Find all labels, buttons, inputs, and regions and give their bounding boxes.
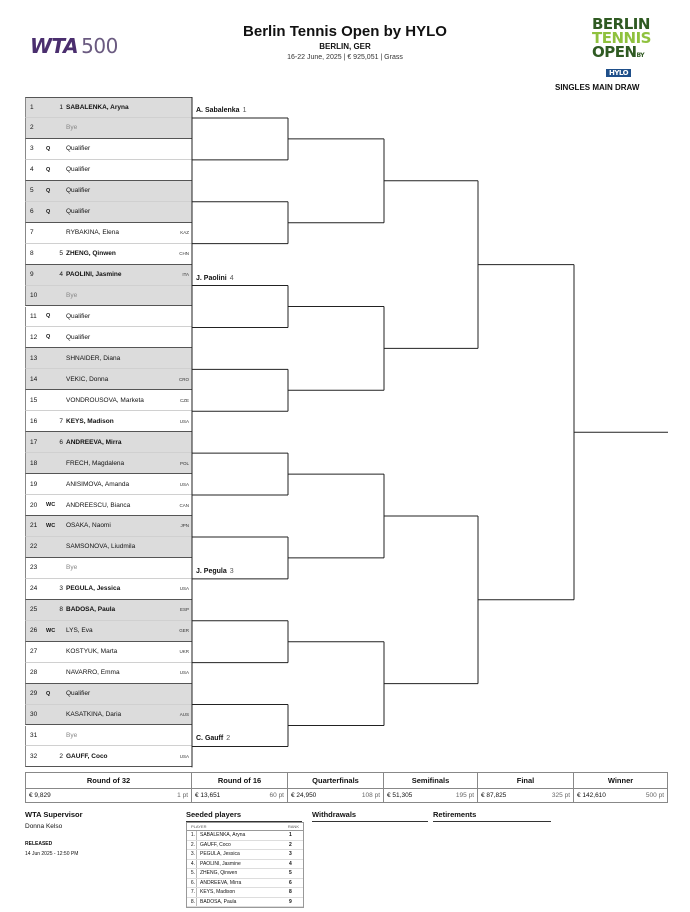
seed-player: ANDREEVA, Mirra bbox=[200, 879, 242, 886]
draw-entry: WC bbox=[46, 502, 56, 509]
seed-rank: 8 bbox=[289, 889, 292, 895]
draw-num: 8 bbox=[30, 250, 34, 258]
round-col-4 bbox=[478, 773, 574, 803]
seed-player: GAUFF, Coco bbox=[200, 841, 231, 848]
draw-nationality: USA bbox=[179, 418, 189, 424]
draw-num: 12 bbox=[30, 333, 38, 341]
draw-seed: 7 bbox=[59, 417, 63, 425]
draw-num: 19 bbox=[30, 480, 38, 488]
draw-nationality: CRO bbox=[179, 376, 189, 382]
draw-num: 9 bbox=[30, 271, 34, 279]
seed-index: 8. bbox=[187, 898, 197, 907]
draw-num: 15 bbox=[30, 396, 38, 404]
seed-table-row bbox=[187, 860, 303, 870]
logo-line-2: TENNIS bbox=[592, 29, 651, 47]
r16-winner-name: J. Pegula bbox=[196, 567, 227, 575]
seed-table-row bbox=[187, 898, 303, 908]
draw-num: 18 bbox=[30, 459, 38, 467]
round-prize: € 13,651 bbox=[195, 792, 221, 799]
draw-num: 20 bbox=[30, 501, 38, 509]
draw-entry: Q bbox=[46, 187, 51, 194]
draw-seed: 2 bbox=[59, 752, 63, 760]
draw-entry: Q bbox=[46, 208, 51, 215]
seed-table-row bbox=[187, 850, 303, 860]
draw-num: 3 bbox=[30, 145, 34, 153]
draw-num: 26 bbox=[30, 627, 38, 635]
seed-table-player-col: PLAYER bbox=[191, 824, 207, 829]
draw-num: 27 bbox=[30, 648, 38, 656]
draw-player-name: Bye bbox=[66, 564, 78, 572]
retirements-heading: Retirements bbox=[433, 810, 551, 822]
r16-winner-0 bbox=[196, 107, 246, 114]
round-points: 195 pt bbox=[455, 792, 474, 799]
draw-player-name: NAVARRO, Emma bbox=[66, 669, 120, 677]
round-points: 500 pt bbox=[645, 792, 664, 799]
draw-num: 17 bbox=[30, 438, 38, 446]
seed-table-row bbox=[187, 888, 303, 898]
seed-table-row bbox=[187, 869, 303, 879]
draw-player-name: Qualifier bbox=[66, 333, 91, 341]
draw-nationality: UKR bbox=[179, 649, 189, 655]
draw-player-name: ANDREESCU, Bianca bbox=[66, 501, 131, 509]
draw-entry: Q bbox=[46, 690, 51, 697]
round-col-1 bbox=[192, 773, 288, 803]
round-prize-row bbox=[26, 789, 191, 803]
draw-seed: 1 bbox=[59, 103, 63, 111]
round-prize-row bbox=[574, 789, 667, 803]
draw-entry: WC bbox=[46, 522, 56, 529]
draw-nationality: ITA bbox=[182, 272, 189, 278]
draw-player-name: VEKIC, Donna bbox=[66, 375, 109, 383]
r16-winner-seed: 4 bbox=[229, 274, 234, 282]
draw-player-name: OSAKA, Naomi bbox=[66, 522, 111, 530]
draw-player-name: SHNAIDER, Diana bbox=[66, 354, 121, 362]
draw-player-name: ZHENG, Qinwen bbox=[66, 250, 116, 258]
logo-line-1: BERLIN bbox=[592, 15, 650, 33]
draw-player-name: KASATKINA, Daria bbox=[66, 711, 122, 719]
round-prize-row bbox=[288, 789, 383, 803]
r16-winner-11 bbox=[196, 568, 234, 575]
draw-num: 25 bbox=[30, 606, 38, 614]
draw-entry: Q bbox=[46, 145, 51, 152]
draw-player-name: Qualifier bbox=[66, 312, 91, 320]
seed-table-rank-col: RANK bbox=[287, 824, 299, 829]
draw-player-name: ANDREEVA, Mirra bbox=[66, 438, 122, 446]
draw-player-name: SAMSONOVA, Liudmila bbox=[66, 543, 136, 551]
draw-player-name: Qualifier bbox=[66, 208, 91, 216]
draw-nationality: USA bbox=[179, 586, 189, 592]
draw-num: 1 bbox=[30, 103, 34, 111]
r16-winner-15 bbox=[196, 735, 230, 742]
seed-rank: 5 bbox=[289, 870, 292, 876]
draw-num: 21 bbox=[30, 522, 38, 530]
released-label: RELEASED bbox=[25, 841, 53, 847]
draw-player-name: KOSTYUK, Marta bbox=[66, 648, 118, 656]
withdrawals-heading: Withdrawals bbox=[312, 810, 428, 822]
draw-num: 4 bbox=[30, 166, 34, 174]
seed-index: 5. bbox=[187, 869, 197, 878]
draw-player-name: Bye bbox=[66, 292, 78, 300]
draw-player-name: SABALENKA, Aryna bbox=[66, 103, 129, 111]
draw-player-name: Bye bbox=[66, 731, 78, 739]
draw-nationality: USA bbox=[179, 753, 189, 759]
round-points: 108 pt bbox=[361, 792, 380, 799]
wta-tier-text: 500 bbox=[81, 34, 118, 58]
draw-player-name: Qualifier bbox=[66, 145, 91, 153]
draw-num: 28 bbox=[30, 669, 38, 677]
logo-hylo-badge: HYLO bbox=[606, 69, 631, 77]
seed-player: KEYS, Madison bbox=[200, 889, 236, 895]
draw-entry: Q bbox=[46, 313, 51, 320]
draw-player-name: FRECH, Magdalena bbox=[66, 459, 125, 467]
tournament-info: 16-22 June, 2025 | € 925,051 | Grass bbox=[287, 54, 403, 61]
seed-player: SABALENKA, Aryna bbox=[200, 832, 246, 838]
seed-player: PEGULA, Jessica bbox=[200, 851, 240, 857]
released-date: 14 Jun 2025 - 12:50 PM bbox=[25, 851, 79, 857]
draw-player-name: RYBAKINA, Elena bbox=[66, 229, 119, 237]
draw-player-name: Qualifier bbox=[66, 166, 91, 174]
draw-entry: Q bbox=[46, 334, 51, 341]
draw-num: 23 bbox=[30, 564, 38, 572]
draw-num: 10 bbox=[30, 292, 38, 300]
draw-nationality: CHN bbox=[179, 251, 189, 257]
draw-num: 7 bbox=[30, 229, 34, 237]
seed-rank: 6 bbox=[289, 879, 292, 886]
draw-player-name: PEGULA, Jessica bbox=[66, 585, 121, 593]
round-prize: € 9,829 bbox=[29, 792, 51, 799]
tournament-location: BERLIN, GER bbox=[319, 42, 371, 51]
round-points: 60 pt bbox=[269, 792, 284, 799]
seed-table bbox=[186, 822, 304, 908]
section-title: SINGLES MAIN DRAW bbox=[555, 83, 640, 92]
draw-player-name: BADOSA, Paula bbox=[66, 606, 116, 614]
round-prize-row bbox=[384, 789, 477, 803]
r16-winner-name: C. Gauff bbox=[196, 735, 224, 743]
seed-player: PAOLINI, Jasmine bbox=[200, 860, 241, 867]
seed-table-header bbox=[187, 823, 303, 831]
round-col-3 bbox=[384, 773, 478, 803]
draw-num: 29 bbox=[30, 690, 38, 698]
draw-nationality: GER bbox=[179, 628, 189, 634]
draw-num: 24 bbox=[30, 585, 38, 593]
round-name: Winner bbox=[574, 773, 667, 789]
wta-logo-text: WTA bbox=[30, 34, 79, 58]
seed-index: 2. bbox=[187, 841, 197, 850]
logo-by: BY bbox=[636, 52, 645, 59]
round-name: Final bbox=[478, 773, 573, 789]
round-prize-row bbox=[192, 789, 287, 803]
seed-table-row bbox=[187, 831, 303, 841]
round-prize-table bbox=[25, 772, 668, 803]
draw-num: 16 bbox=[30, 417, 38, 425]
seed-index: 7. bbox=[187, 888, 197, 897]
round-prize: € 142,610 bbox=[577, 792, 606, 799]
draw-num: 14 bbox=[30, 375, 38, 383]
r16-winner-seed: 2 bbox=[226, 735, 231, 743]
supervisor-name: Donna Kelso bbox=[25, 823, 63, 830]
draw-num: 22 bbox=[30, 543, 38, 551]
seed-rank: 1 bbox=[289, 832, 292, 838]
seed-index: 1. bbox=[187, 831, 197, 840]
draw-seed: 3 bbox=[59, 585, 63, 593]
draw-num: 32 bbox=[30, 752, 38, 760]
draw-player-name: GAUFF, Coco bbox=[66, 752, 108, 760]
round-prize: € 24,950 bbox=[291, 792, 317, 799]
round-col-5 bbox=[574, 773, 668, 803]
round-name: Round of 16 bbox=[192, 773, 287, 789]
round-points: 1 pt bbox=[177, 792, 188, 799]
draw-player-name: VONDROUSOVA, Marketa bbox=[66, 396, 144, 404]
draw-nationality: ESP bbox=[179, 607, 189, 613]
draw-player-name: Qualifier bbox=[66, 690, 91, 698]
draw-num: 5 bbox=[30, 187, 34, 195]
seed-rank: 3 bbox=[289, 851, 292, 857]
seed-rank: 4 bbox=[289, 860, 292, 867]
draw-num: 13 bbox=[30, 354, 38, 362]
round-col-0 bbox=[25, 773, 192, 803]
r16-winner-name: A. Sabalenka bbox=[196, 106, 240, 114]
draw-entry: Q bbox=[46, 166, 51, 173]
seed-index: 3. bbox=[187, 850, 197, 859]
round-name: Quarterfinals bbox=[288, 773, 383, 789]
seed-index: 4. bbox=[187, 860, 197, 869]
draw-nationality: AUS bbox=[179, 712, 189, 718]
draw-player-name: Qualifier bbox=[66, 187, 91, 195]
draw-player-name: PAOLINI, Jasmine bbox=[66, 271, 122, 279]
draw-player-name: KEYS, Madison bbox=[66, 417, 114, 425]
round-name: Semifinals bbox=[384, 773, 477, 789]
r16-winner-name: J. Paolini bbox=[196, 274, 227, 282]
draw-seed: 5 bbox=[59, 250, 63, 258]
draw-nationality: KAZ bbox=[180, 230, 189, 236]
draw-num: 11 bbox=[30, 312, 37, 320]
supervisor-label: WTA Supervisor bbox=[25, 810, 83, 819]
seed-player: BADOSA, Paula bbox=[200, 898, 237, 905]
draw-num: 6 bbox=[30, 208, 34, 216]
r16-winner-seed: 1 bbox=[242, 106, 247, 114]
draw-nationality: JPN bbox=[180, 523, 189, 529]
round-points: 325 pt bbox=[551, 792, 570, 799]
draw-num: 2 bbox=[30, 124, 34, 132]
round-name: Round of 32 bbox=[26, 773, 191, 789]
draw-seed: 4 bbox=[59, 271, 63, 279]
draw-nationality: CZE bbox=[180, 397, 189, 403]
seed-player: ZHENG, Qinwen bbox=[200, 870, 238, 876]
draw-player-name: LYS, Eva bbox=[66, 627, 93, 635]
seeded-players-heading: Seeded players bbox=[186, 810, 302, 822]
tournament-title: Berlin Tennis Open by HYLO bbox=[243, 23, 447, 40]
draw-entry: WC bbox=[46, 627, 56, 634]
round-prize: € 51,305 bbox=[387, 792, 413, 799]
draw-seed: 8 bbox=[59, 606, 63, 614]
r16-winner-4 bbox=[196, 275, 234, 282]
seed-table-row bbox=[187, 879, 303, 889]
draw-num: 30 bbox=[30, 711, 38, 719]
round-prize: € 87,825 bbox=[481, 792, 507, 799]
draw-nationality: POL bbox=[179, 460, 189, 466]
logo-line-3: OPEN bbox=[592, 43, 637, 61]
draw-player-name: Bye bbox=[66, 124, 78, 132]
r16-winner-seed: 3 bbox=[229, 567, 234, 575]
round-prize-row bbox=[478, 789, 573, 803]
draw-nationality: USA bbox=[179, 670, 189, 676]
draw-num: 31 bbox=[30, 731, 38, 739]
draw-nationality: CAN bbox=[179, 502, 189, 508]
seed-rank: 2 bbox=[289, 841, 292, 848]
seed-index: 6. bbox=[187, 879, 197, 888]
draw-nationality: USA bbox=[179, 481, 189, 487]
seed-rank: 9 bbox=[289, 898, 292, 905]
draw-player-name: ANISIMOVA, Amanda bbox=[66, 480, 130, 488]
draw-seed: 6 bbox=[59, 438, 63, 446]
round-col-2 bbox=[288, 773, 384, 803]
seed-table-row bbox=[187, 841, 303, 851]
